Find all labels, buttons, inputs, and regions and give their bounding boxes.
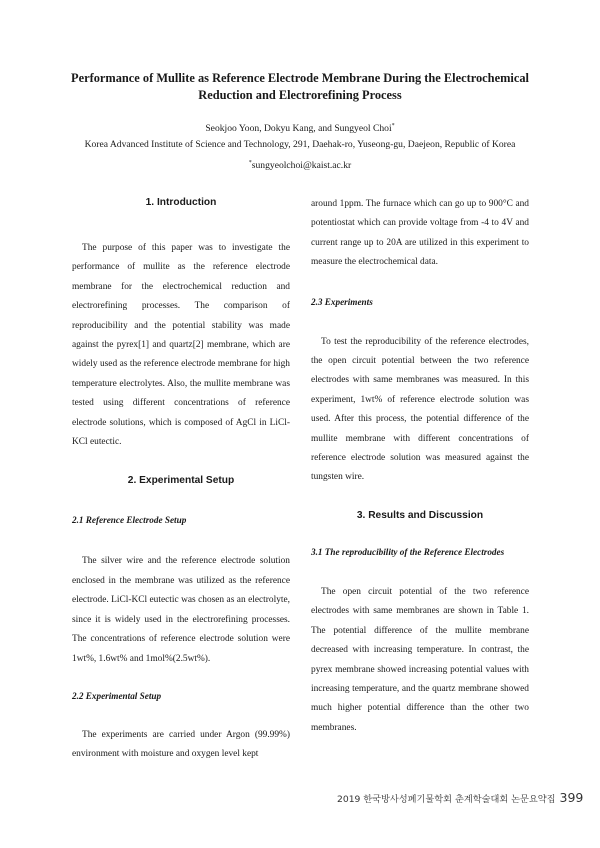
subsection-heading-2-3: 2.3 Experiments [311,296,373,307]
paragraph-2-2: The experiments are carried under Argon (99.99%) environment with moisture and oxygen level kept [72,729,290,760]
page-footer [337,790,584,805]
author-line [30,120,570,135]
right-column [311,195,529,738]
paragraph-2-1: The silver wire and the reference electrode solution enclosed in the membrane was utilized as the reference electrode. LiCl-KCl eutectic was chosen as an electrolyte, since it is widely used in the electrorefining processes. The concentrations of reference electrode solution were 1wt%, 1.6wt% and 1mol%(2.5wt%). [72,556,290,664]
paper-title: Performance of Mullite as Reference Electrode Membrane During the Electrochemical Reduction and Electrorefining Process [71,71,529,102]
section-heading-introduction: 1. Introduction [145,197,217,208]
affiliation: Korea Advanced Institute of Science and Technology, 291, Daehak-ro, Yuseong-gu, Daejeon, Republic of Korea [84,139,516,150]
subsection-heading-2-2: 2.2 Experimental Setup [72,690,162,701]
paragraph-2-2-continued: around 1ppm. The furnace which can go up to 900°C and potentiostat which can provide voltage from -4 to 4V and current range up to 20A are utilized in this experiment to measure the electrochemical data. [311,199,529,268]
page-number: 399 [559,790,584,805]
email-address: sungyeolchoi@kaist.ac.kr [251,160,352,171]
proceedings-title: 2019 한국방사성폐기물학회 춘계학술대회 논문요약집 [337,794,556,805]
author-names: Seokjoo Yoon, Dokyu Kang, and Sungyeol Choi [205,123,392,134]
left-column [72,195,290,765]
paragraph-3-1: The open circuit potential of the two reference electrodes with same membranes are shown in Table 1. The potential difference of the mullite membrane decreased with increasing temperature. In contrast, the pyrex membrane showed increasing potential values with increasing temperature, and the quartz membrane showed much higher potential difference than the other two membranes. [311,586,529,733]
email-line [30,157,570,172]
subsection-heading-3-1: 3.1 The reproducibility of the Reference Electrodes [311,546,505,557]
paragraph-2-3: To test the reproducibility of the reference electrodes, the open circuit potential between the two reference electrodes with same membranes was measured. In this experiment, 1wt% of reference electrode solution was used. After this process, the potential difference of the mullite membrane with different concentrations of reference electrode solution was measured against the tungsten wire. [311,336,529,483]
subsection-heading-2-1: 2.1 Reference Electrode Setup [72,515,187,526]
section-heading-results: 3. Results and Discussion [356,509,484,521]
intro-paragraph: The purpose of this paper was to investigate the performance of mullite as the reference electrode membrane for the electrochemical reduction and electrorefining processes. The comparison of reproducibility and the potential stability was made against the pyrex[1] and quartz[2] membrane, which are widely used as the reference electrode membrane for high temperature electrolytes. Also, the mullite membrane was tested using different concentrations of reference electrode solutions, which is composed of AgCl in LiCl-KCl eutectic. [72,243,290,448]
author-mark: * [391,123,395,129]
section-heading-experimental-setup: 2. Experimental Setup [127,475,235,487]
email-mark: * [248,160,252,166]
